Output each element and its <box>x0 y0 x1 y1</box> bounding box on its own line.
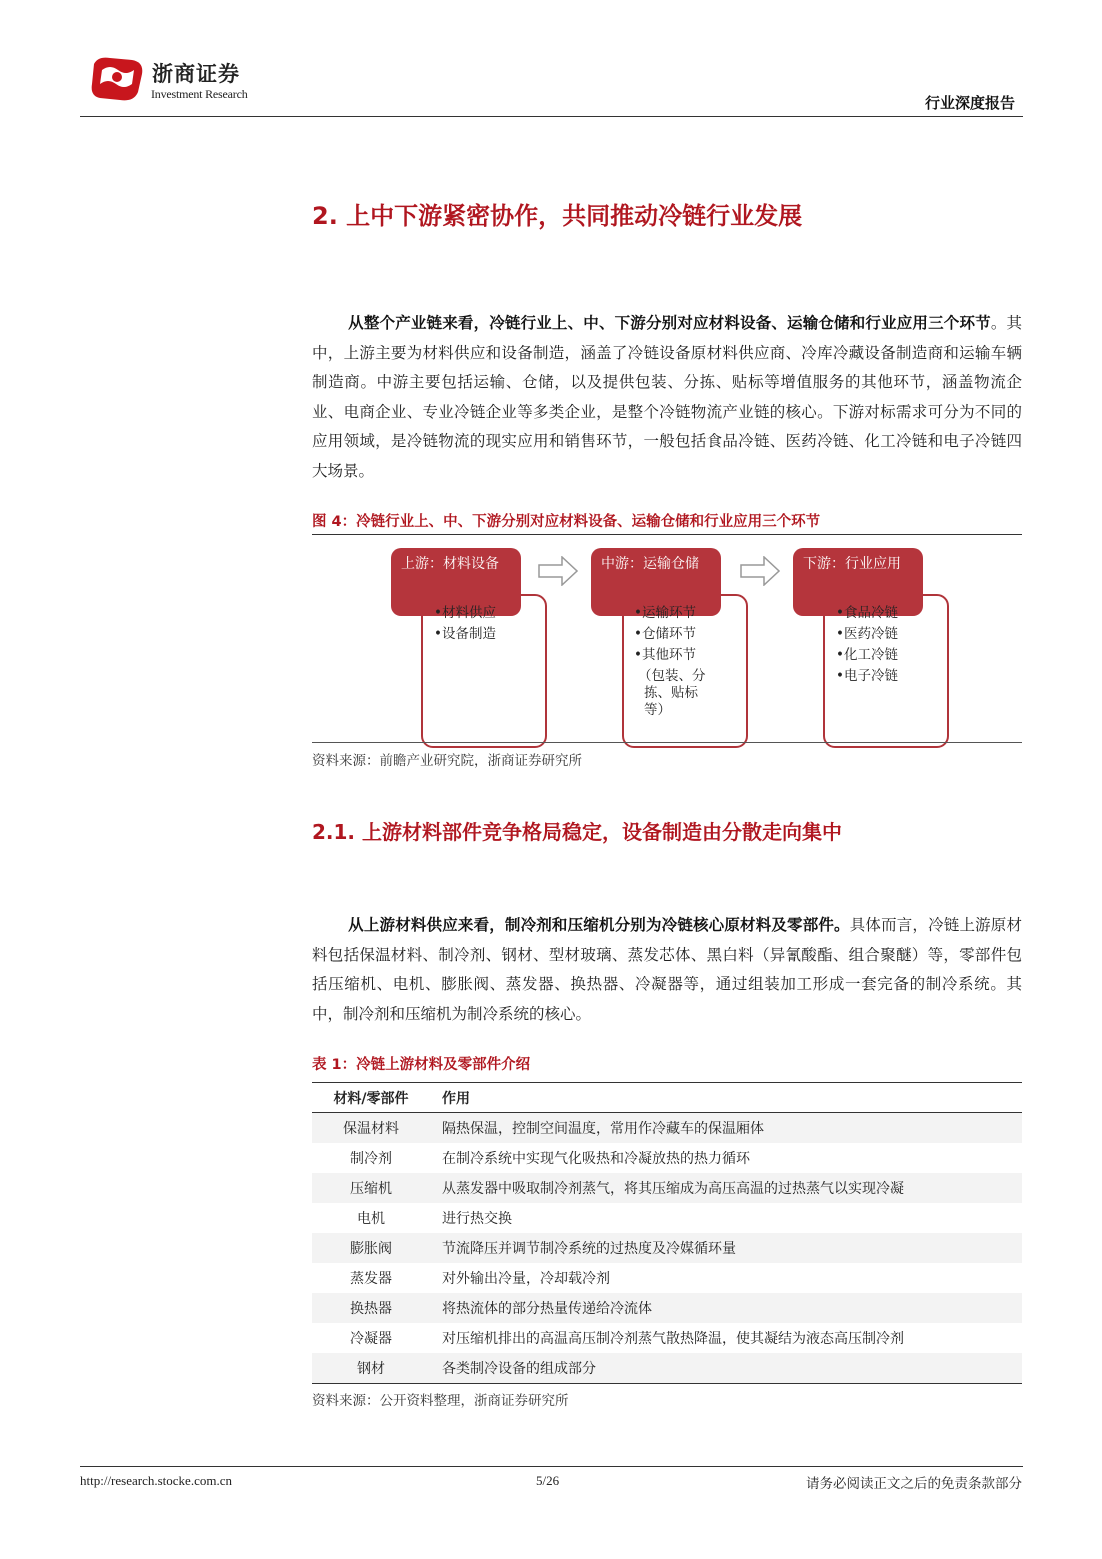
table-cell: 从蒸发器中吸取制冷剂蒸气，将其压缩成为高压高温的过热蒸气以实现冷凝 <box>430 1173 1022 1203</box>
table-cell: 蒸发器 <box>350 1271 392 1287</box>
table-row <box>312 1353 1022 1384</box>
figure-source: 资料来源：前瞻产业研究院，浙商证券研究所 <box>312 753 582 769</box>
body-paragraph <box>312 910 1022 1029</box>
subsection-title: 2.1. 上游材料部件竞争格局稳定，设备制造由分散走向集中 <box>312 820 842 844</box>
table-header-row <box>312 1084 1022 1113</box>
figure-bottom-rule <box>312 742 1022 743</box>
list-item: 拣、贴标 <box>644 685 698 701</box>
table-cell: 冷凝器 <box>350 1331 392 1347</box>
disclaimer-note: 请务必阅读正文之后的免责条款部分 <box>806 1476 1022 1492</box>
downstream-items <box>836 603 898 687</box>
table-row <box>312 1233 1022 1263</box>
list-item: •设备制造 <box>434 626 496 642</box>
section-title: 2. 上中下游紧密协作，共同推动冷链行业发展 <box>312 202 803 230</box>
midstream-items <box>634 603 706 721</box>
table-cell: 膨胀阀 <box>312 1233 430 1263</box>
table-cell: 对外输出冷量，冷却载冷剂 <box>442 1271 610 1287</box>
table-source: 资料来源：公开资料整理，浙商证券研究所 <box>312 1393 569 1409</box>
list-item: •仓储环节 <box>634 626 696 642</box>
table-caption: 表 1：冷链上游材料及零部件介绍 <box>312 1057 531 1073</box>
footer-url-link[interactable]: http://research.stocke.com.cn <box>80 1473 232 1488</box>
table-row <box>312 1293 1022 1323</box>
brand-name-en: Investment Research <box>151 87 248 101</box>
table-cell: 对压缩机排出的高温高压制冷剂蒸气散热降温，使其凝结为液态高压制冷剂 <box>442 1331 904 1347</box>
table-row <box>312 1203 1022 1233</box>
table-row <box>312 1263 1022 1293</box>
upstream-stage-title: 上游：材料设备 <box>391 548 521 616</box>
zheshang-logo-icon <box>88 54 148 104</box>
right-arrow-icon <box>740 556 780 586</box>
report-type-label: 行业深度报告 <box>924 94 1015 112</box>
table-cell: 各类制冷设备的组成部分 <box>430 1353 1022 1384</box>
table-cell: 隔热保温，控制空间温度，常用作冷藏车的保温厢体 <box>430 1113 1022 1144</box>
page-header <box>80 52 1023 117</box>
body-paragraph <box>312 308 1022 487</box>
list-item: •食品冷链 <box>836 605 898 621</box>
table-cell: 制冷剂 <box>350 1151 392 1167</box>
table-cell: 钢材 <box>312 1353 430 1384</box>
footer-rule <box>80 1466 1023 1467</box>
paragraph-text: 。其中，上游主要为材料供应和设备制造，涵盖了冷链设备原材料供应商、冷库冷藏设备制造商和运输车辆制造商。中游主要包括运输、仓储，以及提供包装、分拣、贴标等增值服务的其他环节，涵盖物流企业、电商企业、专业冷链企业等多类企业，是整个冷链物流产业链的核心。下游对标需求可分为不同的应用领域，是冷链物流的现实应用和销售环节，一般包括食品冷链、医药冷链、化工冷链和电子冷链四大场景。 <box>312 314 1022 480</box>
list-item: •化工冷链 <box>836 647 898 663</box>
list-item: 等） <box>644 702 671 718</box>
list-item: •电子冷链 <box>836 668 898 684</box>
list-item: （包装、分 <box>638 668 706 684</box>
table-top-rule <box>312 1082 1022 1083</box>
figure-top-rule <box>312 534 1022 535</box>
table-cell: 压缩机 <box>312 1173 430 1203</box>
column-header: 材料/零部件 <box>312 1084 430 1113</box>
table-cell: 换热器 <box>312 1293 430 1323</box>
table-row <box>312 1113 1022 1144</box>
list-item: •其他环节 <box>634 647 696 663</box>
table-row <box>312 1323 1022 1353</box>
right-arrow-icon <box>538 556 578 586</box>
midstream-stage-title: 中游：运输仓储 <box>591 548 721 616</box>
figure-caption: 图 4：冷链行业上、中、下游分别对应材料设备、运输仓储和行业应用三个环节 <box>312 514 821 530</box>
parts-table <box>312 1084 1022 1384</box>
table-row <box>312 1143 1022 1173</box>
paragraph-text: 具体而言，冷链上游原材料包括保温材料、制冷剂、钢材、型材玻璃、蒸发芯体、黑白料（异氰酸酯、组合聚醚）等，零部件包括压缩机、电机、膨胀阀、蒸发器、换热器、冷凝器等，通过组装加工形成一套完备的制冷系统。其中，制冷剂和压缩机为制冷系统的核心。 <box>312 916 1022 1023</box>
downstream-stage-title: 下游：行业应用 <box>793 548 923 616</box>
table-cell: 电机 <box>357 1211 385 1227</box>
list-item: •运输环节 <box>634 605 696 621</box>
column-header: 作用 <box>430 1084 1022 1113</box>
list-item: •医药冷链 <box>836 626 898 642</box>
table-cell: 在制冷系统中实现气化吸热和冷凝放热的热力循环 <box>442 1151 750 1167</box>
table-row <box>312 1173 1022 1203</box>
table-cell: 将热流体的部分热量传递给冷流体 <box>430 1293 1022 1323</box>
paragraph-lead: 从上游材料供应来看，制冷剂和压缩机分别为冷链核心原材料及零部件。 <box>348 915 850 934</box>
table-cell: 保温材料 <box>312 1113 430 1144</box>
upstream-items <box>434 603 496 645</box>
table-cell: 节流降压并调节制冷系统的过热度及冷媒循环量 <box>430 1233 1022 1263</box>
brand-name-cn: 浙商证券 <box>152 62 240 86</box>
table-cell: 进行热交换 <box>442 1211 512 1227</box>
paragraph-lead: 从整个产业链来看，冷链行业上、中、下游分别对应材料设备、运输仓储和行业应用三个环节 <box>348 313 991 332</box>
list-item: •材料供应 <box>434 605 496 621</box>
page-number: 5/26 <box>536 1473 560 1488</box>
